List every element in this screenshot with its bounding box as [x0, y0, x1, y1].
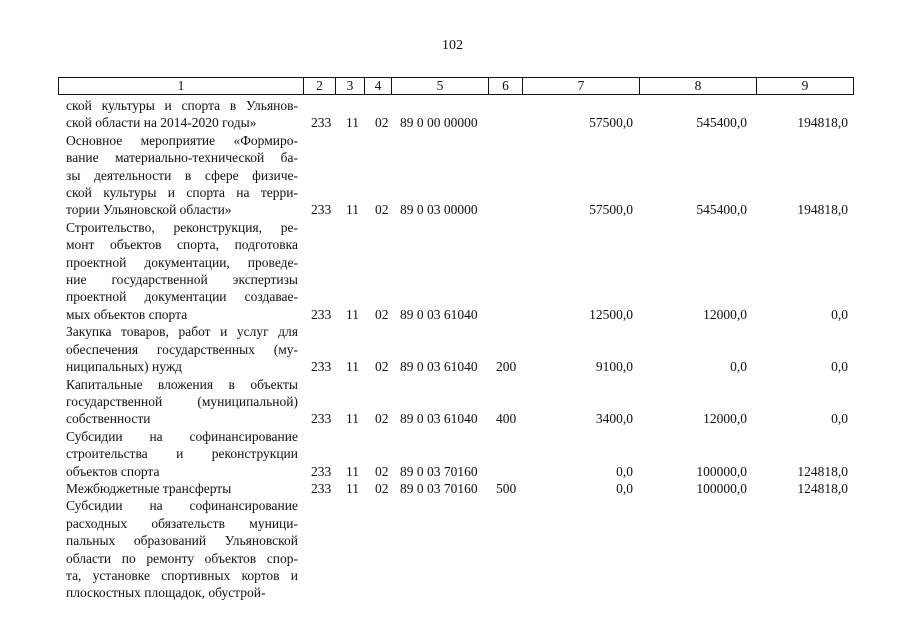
- cell-col-4: 02: [375, 411, 389, 427]
- description-line: та, установке спортивных кортов и: [66, 567, 298, 583]
- cell-col-7: 9100,0: [595, 359, 633, 375]
- cell-col-7: 57500,0: [589, 115, 633, 131]
- row-description: [66, 132, 298, 219]
- cell-col-8: 0,0: [730, 359, 747, 375]
- header-cell-1: 1: [177, 78, 185, 93]
- cell-col-9: 0,0: [831, 306, 848, 322]
- cell-col-8: 100000,0: [696, 463, 747, 479]
- description-line: проектной документации создавае-: [66, 289, 298, 305]
- table-row: [0, 428, 905, 480]
- description-line: Капитальные вложения в объекты: [66, 376, 298, 392]
- row-description: [66, 428, 298, 480]
- cell-col-5: 89 0 03 61040: [400, 306, 478, 322]
- table-row: [0, 97, 905, 132]
- cell-col-3: 11: [346, 480, 359, 496]
- cell-col-6: 500: [496, 480, 517, 496]
- description-line: ской культуры и спорта на терри-: [66, 185, 298, 201]
- cell-col-6: 400: [496, 411, 517, 427]
- table-header: [58, 77, 854, 95]
- header-cell-6: 6: [488, 78, 522, 94]
- description-line: ской культуры и спорта в Ульянов-: [66, 98, 298, 113]
- cell-col-6: 200: [496, 359, 517, 375]
- cell-col-5: 89 0 03 61040: [400, 359, 478, 375]
- row-description: [66, 323, 298, 375]
- cell-col-4: 02: [375, 306, 389, 322]
- description-line: пальных образований Ульяновской: [66, 533, 298, 549]
- description-line: ской области на 2014-2020 годы»: [66, 115, 257, 131]
- description-line: монт объектов спорта, подготовка: [66, 237, 298, 253]
- description-line: области по ремонту объектов спор-: [66, 550, 298, 566]
- row-description: [66, 376, 298, 428]
- description-line: мых объектов спорта: [66, 306, 188, 322]
- cell-col-5: 89 0 03 70160: [400, 463, 478, 479]
- cell-col-5: 89 0 03 61040: [400, 411, 478, 427]
- cell-col-4: 02: [375, 463, 389, 479]
- table-row: [0, 132, 905, 219]
- table-row: [0, 376, 905, 428]
- table-row: [0, 219, 905, 323]
- header-cell-7: 7: [522, 78, 639, 94]
- cell-col-2: 233: [311, 411, 332, 427]
- description-line: ние государственной экспертизы: [66, 272, 298, 288]
- header-cell-9: 9: [756, 78, 853, 94]
- description-line: расходных обязательств муници-: [66, 515, 298, 531]
- description-line: Закупка товаров, работ и услуг для: [66, 324, 298, 340]
- description-line: вание материально-технической ба-: [66, 150, 298, 166]
- cell-col-5: 89 0 03 00000: [400, 202, 478, 218]
- cell-col-2: 233: [311, 202, 332, 218]
- row-description: [66, 480, 298, 497]
- description-line: тории Ульяновской области»: [66, 202, 232, 218]
- cell-col-3: 11: [346, 115, 359, 131]
- cell-col-2: 233: [311, 480, 332, 496]
- cell-col-7: 57500,0: [589, 202, 633, 218]
- description-line: строительства и реконструкции: [66, 446, 298, 462]
- cell-col-4: 02: [375, 202, 389, 218]
- cell-col-9: 124818,0: [797, 463, 848, 479]
- cell-col-7: 12500,0: [589, 306, 633, 322]
- cell-col-3: 11: [346, 411, 359, 427]
- row-description: [66, 497, 298, 601]
- description-line: Межбюджетные трансферты: [66, 480, 232, 496]
- cell-col-7: 0,0: [616, 480, 633, 496]
- cell-col-7: 0,0: [616, 463, 633, 479]
- description-line: Субсидии на софинансирование: [66, 498, 298, 514]
- table-row: [0, 323, 905, 375]
- row-description: [66, 219, 298, 323]
- description-line: проектной документации, проведе-: [66, 254, 298, 270]
- table-row: [0, 480, 905, 497]
- cell-col-4: 02: [375, 480, 389, 496]
- cell-col-2: 233: [311, 306, 332, 322]
- cell-col-4: 02: [375, 359, 389, 375]
- description-line: государственной (муниципальной): [66, 393, 298, 409]
- cell-col-2: 233: [311, 115, 332, 131]
- description-line: плоскостных площадок, обустрой-: [66, 585, 266, 601]
- description-line: Основное мероприятие «Формиро-: [66, 132, 298, 148]
- cell-col-3: 11: [346, 306, 359, 322]
- cell-col-9: 124818,0: [797, 480, 848, 496]
- table-body: [0, 97, 905, 602]
- cell-col-8: 12000,0: [703, 306, 747, 322]
- cell-col-8: 12000,0: [703, 411, 747, 427]
- cell-col-4: 02: [375, 115, 389, 131]
- header-cell-5: 5: [391, 78, 488, 94]
- cell-col-5: 89 0 00 00000: [400, 115, 478, 131]
- description-line: ниципальных) нужд: [66, 359, 183, 375]
- row-description: [66, 97, 298, 132]
- description-line: обеспечения государственных (му-: [66, 341, 298, 357]
- cell-col-3: 11: [346, 359, 359, 375]
- table-row: [0, 497, 905, 601]
- cell-col-8: 545400,0: [696, 202, 747, 218]
- header-cell-3: 3: [335, 78, 364, 94]
- page-number: 102: [442, 38, 463, 53]
- header-cell-4: 4: [364, 78, 391, 94]
- description-line: Субсидии на софинансирование: [66, 428, 298, 444]
- cell-col-9: 194818,0: [797, 115, 848, 131]
- cell-col-5: 89 0 03 70160: [400, 480, 478, 496]
- cell-col-2: 233: [311, 359, 332, 375]
- cell-col-9: 0,0: [831, 411, 848, 427]
- description-line: объектов спорта: [66, 463, 160, 479]
- header-cell-2: 2: [303, 78, 335, 94]
- cell-col-9: 0,0: [831, 359, 848, 375]
- cell-col-2: 233: [311, 463, 332, 479]
- cell-col-3: 11: [346, 463, 359, 479]
- cell-col-3: 11: [346, 202, 359, 218]
- cell-col-7: 3400,0: [595, 411, 633, 427]
- cell-col-8: 100000,0: [696, 480, 747, 496]
- cell-col-8: 545400,0: [696, 115, 747, 131]
- header-cell-8: 8: [639, 78, 756, 94]
- description-line: зы деятельности в сфере физиче-: [66, 167, 298, 183]
- description-line: собственности: [66, 411, 151, 427]
- cell-col-9: 194818,0: [797, 202, 848, 218]
- description-line: Строительство, реконструкция, ре-: [66, 219, 298, 235]
